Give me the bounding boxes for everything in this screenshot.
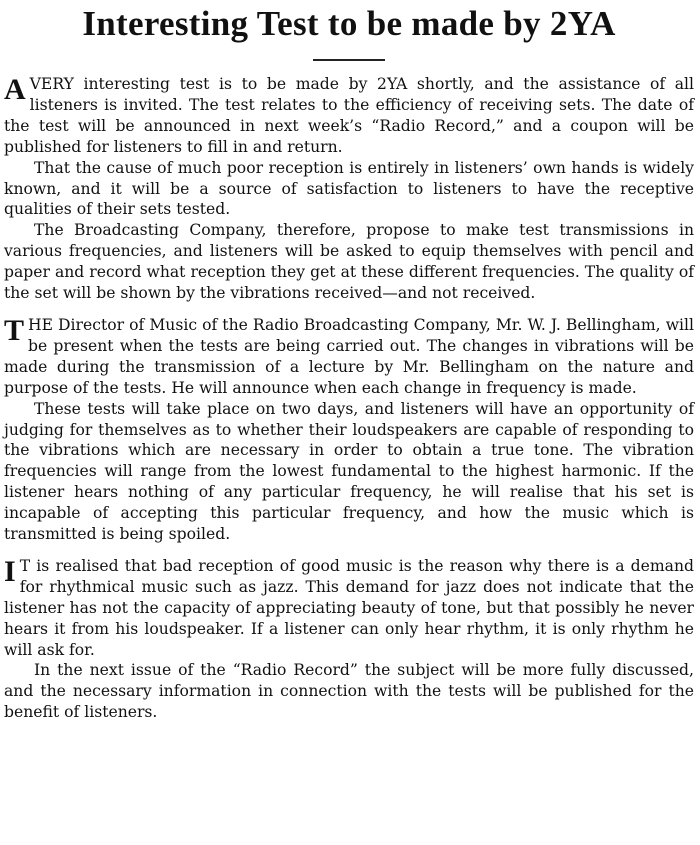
- article: [4, 0, 694, 723]
- paragraph: In the next issue of the “Radio Record” the subject will be more fully discussed, and the necessary information in connection with the tests will be published for the benefit of listeners.: [4, 661, 694, 722]
- headline-rule: [313, 59, 385, 61]
- paragraph: These tests will take place on two days, and listeners will have an opportunity of judging for themselves as to whether their loudspeakers are capable of responding to the vibrations which are necessary in order to obtain a true tone. The vibration frequencies will range from the lowest fundamental to the highest harmonic. If the listener hears nothing of any particular frequency, he will realise that his set is incapable of accepting this particular frequency, and how the music which is transmitted is being spoiled.: [4, 399, 694, 544]
- drop-cap: T: [4, 313, 25, 347]
- lead-text: T is realised that bad reception of good music is the reason why there is a demand for rhythmical music such as jazz. This demand for jazz does not indicate that the listener has not the capacity of appreciating beauty of tone, but that possibly he never hears it from his loudspeaker. If a listener can only hear rhythm, it is only rhythm he will ask for.: [4, 556, 694, 659]
- paragraph: The Broadcasting Company, therefore, propose to make test transmissions in various frequencies, and listeners will be asked to equip themselves with pencil and paper and record what reception they get at these different frequencies. The quality of the set will be shown by the vibrations received—and not received.: [4, 221, 694, 303]
- lead-paragraph: [4, 315, 694, 399]
- lead-text: VERY interesting test is to be made by 2YA shortly, and the assistance of all listeners is invited. The test relates to the efficiency of receiving sets. The date of the test will be announced in next week’s “Radio Record,” and a coupon will be published for listeners to fill in and return.: [4, 75, 694, 156]
- lead-text: HE Director of Music of the Radio Broadcasting Company, Mr. W. J. Bellingham, will be present when the tests are being carried out. The changes in vibrations will be made during the transmission of a lecture by Mr. Bellingham on the nature and purpose of the tests. He will announce when each change in frequency is made.: [4, 315, 694, 397]
- lead-paragraph: [4, 556, 694, 661]
- lead-paragraph: [4, 74, 694, 158]
- headline: Interesting Test to be made by 2YA: [82, 4, 616, 43]
- section-director-of-music: [4, 315, 694, 545]
- section-test-announcement: [4, 74, 694, 304]
- section-jazz-demand: [4, 556, 694, 723]
- drop-cap: I: [4, 554, 16, 588]
- drop-cap: A: [4, 73, 26, 106]
- paragraph: That the cause of much poor reception is entirely in listeners’ own hands is widely known, and it will be a source of satisfaction to listeners to have the receptive qualities of their sets tested.: [4, 158, 694, 219]
- article-body: [4, 74, 694, 723]
